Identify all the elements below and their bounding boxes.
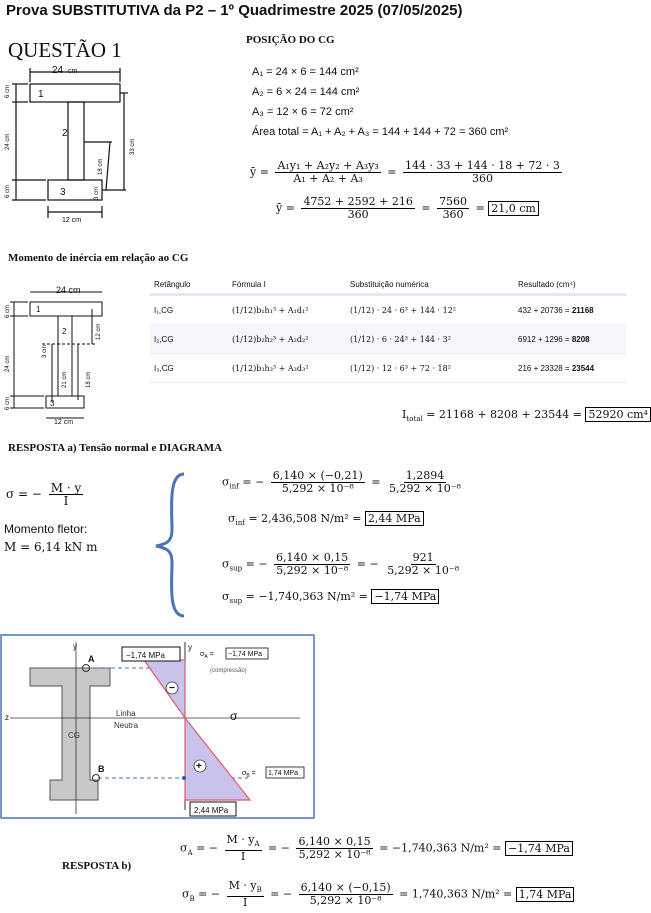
ybar-den: A₁ + A₂ + A₃ bbox=[293, 172, 363, 185]
b-a-num-sub: A bbox=[254, 840, 260, 849]
sigma-num: M · y bbox=[50, 481, 82, 495]
sigma-b-label: $\sigma_B$ = bbox=[242, 770, 256, 779]
ybar-frac2 bbox=[403, 160, 562, 185]
b-a-frac2 bbox=[296, 836, 372, 861]
inertia-title: Momento de inércia em relação ao CG bbox=[8, 252, 189, 264]
minus-sign: − bbox=[169, 683, 175, 694]
inf2-sub: inf bbox=[235, 519, 245, 528]
z-axis-label: z bbox=[5, 713, 9, 722]
sigma-inf-line2 bbox=[228, 512, 424, 527]
b-a-frac bbox=[225, 834, 262, 863]
row-rect: I₁,CG bbox=[150, 295, 228, 325]
sigma-formula bbox=[6, 482, 86, 507]
inertia-l3: 3 bbox=[50, 399, 55, 408]
ybar-result-line: ȳ = $\frac{4752 + 2592 + 216}{360}$ = $\frac{7560}{360}$ = 21,0 cm bbox=[276, 196, 539, 221]
inf1-den2: 5,292 × 10⁻⁸ bbox=[389, 482, 461, 495]
b-a-eq2: = − bbox=[268, 841, 290, 855]
ybar2-frac bbox=[301, 196, 414, 221]
b-a-sub: A bbox=[187, 848, 193, 857]
sup1-frac2 bbox=[385, 552, 461, 577]
neutral-line-1: Linha bbox=[116, 709, 136, 718]
sup1-lhs: σ bbox=[222, 557, 230, 571]
sup2-lhs: σ bbox=[222, 590, 230, 603]
dim-top-unit: cm bbox=[68, 68, 78, 75]
sigma-b-formula bbox=[182, 880, 574, 909]
inertia-d7: 18 cm bbox=[86, 371, 92, 388]
ybar-frac bbox=[275, 160, 380, 185]
moment-label: Momento fletor: bbox=[4, 522, 88, 536]
sigma-b-result: 1,74 MPa bbox=[516, 887, 575, 902]
ybar2-frac2 bbox=[437, 196, 469, 221]
y-axis-label: y bbox=[73, 642, 77, 651]
cg-a3: A₃ = 12 × 6 = 72 cm² bbox=[252, 106, 354, 118]
ybar2-num2: 7560 bbox=[439, 195, 468, 208]
moment-value: M = 6,14 kN m bbox=[4, 540, 98, 554]
b-b-num2: 6,140 × (−0,15) bbox=[300, 881, 391, 895]
inf1-lhs: σ bbox=[222, 475, 230, 489]
sigma-sup-line1 bbox=[222, 552, 464, 577]
b-a-eq3: = −1,740,363 N/m² = bbox=[379, 841, 505, 855]
inertia-d2: 24 cm bbox=[5, 355, 11, 372]
b-b-den2: 5,292 × 10⁻⁸ bbox=[309, 894, 382, 908]
point-a-label: A bbox=[88, 654, 95, 664]
y-axis-label-2: y bbox=[188, 643, 192, 652]
inf1-frac bbox=[271, 470, 365, 495]
label-1: 1 bbox=[38, 89, 44, 100]
b-b-num-main: M · y bbox=[228, 879, 257, 892]
answer-a-title: RESPOSTA a) Tensão normal e DIAGRAMA bbox=[8, 442, 223, 454]
row-subst: (1/12) · 24 · 6³ + 144 · 12² bbox=[346, 295, 514, 325]
inf1-num: 6,140 × (−0,21) bbox=[272, 469, 363, 482]
inertia-figure bbox=[0, 282, 140, 427]
web-rect bbox=[68, 102, 84, 180]
sigma-b-value: 1,74 MPa bbox=[268, 770, 298, 777]
sigma-sup-line2 bbox=[222, 590, 439, 605]
table-header-row bbox=[150, 276, 626, 295]
inertia-d8: 12 cm bbox=[54, 419, 74, 426]
cg-total: Área total = A₁ + A₂ + A₃ = 144 + 144 + 72 = 360 cm² bbox=[252, 126, 509, 138]
sigma-a-label: $\sigma_A$ = bbox=[200, 651, 214, 660]
col-header-result: Resultado (cm⁴) bbox=[514, 276, 626, 295]
row-rect: I₃,CG bbox=[150, 354, 228, 383]
label-2: 2 bbox=[62, 128, 68, 139]
b-a-lhs: σ bbox=[180, 841, 188, 855]
inertia-total-val: 52920 cm⁴ bbox=[585, 407, 651, 422]
inf1-eq: = − bbox=[238, 475, 265, 489]
inertia-d5: 3 cm bbox=[42, 344, 48, 358]
b-a-den: I bbox=[240, 850, 246, 864]
ybar-eq: = bbox=[387, 165, 397, 179]
b-a-num-main: M · y bbox=[226, 833, 255, 846]
inf1-num2: 1,2894 bbox=[405, 469, 445, 482]
sigma-inf-line1 bbox=[222, 470, 466, 495]
inertia-total-lhs: I bbox=[402, 408, 407, 421]
sup1-num: 6,140 × 0,15 bbox=[276, 551, 349, 564]
sup1-frac bbox=[274, 552, 350, 577]
row-result bbox=[514, 354, 626, 383]
label-3: 3 bbox=[60, 187, 66, 198]
b-b-frac2 bbox=[299, 882, 393, 907]
col-header-rect: Retângulo bbox=[150, 276, 228, 295]
row-result-pre: 432 + 20736 = bbox=[518, 305, 572, 315]
inertia-d1: 6 cm bbox=[5, 304, 11, 318]
ybar-num2: 144 · 33 + 144 · 18 + 72 · 3 bbox=[405, 159, 560, 172]
stress-diagram bbox=[0, 634, 316, 820]
dim-left1: 6 cm bbox=[5, 84, 11, 98]
sup1-eq: = − bbox=[242, 557, 268, 571]
table-row bbox=[150, 295, 626, 325]
b-b-eq3: = 1,740,363 N/m² = bbox=[399, 887, 516, 901]
point-b-label: B bbox=[98, 764, 105, 774]
ybar2-den: 360 bbox=[347, 208, 369, 221]
answer-b-title: RESPOSTA b) bbox=[62, 860, 132, 872]
ybar-num: A₁y₁ + A₂y₂ + A₃y₃ bbox=[277, 159, 379, 172]
b-b-num bbox=[227, 880, 264, 897]
sup1-den2: 5,292 × 10⁻⁸ bbox=[387, 564, 460, 577]
inertia-total-sub: total bbox=[406, 415, 423, 424]
sigma-inf-result: 2,44 MPa bbox=[365, 511, 424, 526]
curly-brace bbox=[150, 470, 190, 620]
inertia-d3: 6 cm bbox=[5, 396, 11, 410]
row-result-pre: 216 + 23328 = bbox=[518, 363, 572, 373]
ybar-formula bbox=[250, 160, 565, 185]
row-formula: (1/12)b₂h₂³ + A₂d₂² bbox=[228, 325, 346, 354]
b-a-eq: = − bbox=[192, 841, 219, 855]
table-row bbox=[150, 354, 626, 383]
inf1-den: 5,292 × 10⁻⁸ bbox=[281, 482, 354, 495]
sigma-den: I bbox=[63, 494, 69, 508]
ybar-lhs: ȳ = bbox=[250, 165, 269, 179]
cg-title: POSIÇÃO DO CG bbox=[246, 34, 335, 46]
row-result bbox=[514, 325, 626, 354]
col-header-subst: Substituição numérica bbox=[346, 276, 514, 295]
sigma-a-value: −1,74 MPa bbox=[228, 651, 263, 658]
cg-a2: A₂ = 6 × 24 = 144 cm² bbox=[252, 86, 360, 98]
b-a-den2: 5,292 × 10⁻⁸ bbox=[298, 848, 371, 862]
row-rect: I₂,CG bbox=[150, 325, 228, 354]
cg-label: CG bbox=[68, 731, 80, 740]
inf2-eq: = 2,436,508 N/m² = bbox=[244, 512, 365, 525]
sigma-a-result: −1,74 MPa bbox=[505, 841, 573, 856]
page-title: Prova SUBSTITUTIVA da P2 – 1º Quadrimestre 2025 (07/05/2025) bbox=[6, 2, 463, 19]
b-a-num bbox=[225, 834, 262, 851]
inertia-d4: 12 cm bbox=[96, 323, 102, 340]
sup1-num2: 921 bbox=[412, 551, 434, 564]
sigma-axis-label: σ bbox=[230, 709, 238, 723]
inf2-lhs: σ bbox=[228, 512, 236, 525]
inertia-l1: 1 bbox=[36, 305, 41, 314]
b-b-den: I bbox=[242, 896, 248, 910]
row-result-val: 8208 bbox=[571, 334, 590, 344]
row-result-pre: 6912 + 1296 = bbox=[518, 334, 572, 344]
cg-result: 21,0 cm bbox=[488, 201, 539, 216]
inertia-d6: 21 cm bbox=[62, 371, 68, 388]
compression-label: (compressão) bbox=[210, 668, 247, 674]
ybar-den2: 360 bbox=[471, 172, 493, 185]
b-b-num-sub: B bbox=[256, 886, 262, 895]
row-formula: (1/12)b₁h₁³ + A₁d₁² bbox=[228, 295, 346, 325]
inertia-table bbox=[150, 276, 626, 383]
dim-right-c: 3 cm bbox=[94, 186, 100, 200]
row-result-val: 21168 bbox=[571, 305, 594, 315]
sigma-frac bbox=[49, 482, 84, 507]
ybar2-lhs: ȳ = bbox=[276, 201, 295, 215]
sigma-a-formula bbox=[180, 834, 573, 863]
plus-sign: + bbox=[196, 761, 202, 772]
cg-a1: A₁ = 24 × 6 = 144 cm² bbox=[252, 66, 359, 78]
dim-left3: 6 cm bbox=[5, 184, 11, 198]
table-row bbox=[150, 325, 626, 354]
top-stress-box: −1,74 MPa bbox=[126, 651, 165, 660]
question-title: QUESTÃO 1 bbox=[8, 38, 122, 62]
dim-left2: 24 cm bbox=[5, 133, 11, 150]
inf1-sub: inf bbox=[229, 482, 239, 491]
dim-right-b: 33 cm bbox=[130, 138, 136, 155]
sup1-eq2: = − bbox=[356, 557, 379, 571]
t-section-figure bbox=[0, 60, 140, 225]
row-subst: (1/12) · 6 · 24³ + 144 · 3² bbox=[346, 325, 514, 354]
ybar2-den2: 360 bbox=[442, 208, 464, 221]
b-b-lhs: σ bbox=[182, 887, 190, 901]
row-result-val: 23544 bbox=[571, 363, 595, 373]
sup2-sub: sup bbox=[229, 597, 243, 606]
dim-bottom: 12 cm bbox=[62, 217, 82, 224]
sup1-den: 5,292 × 10⁻⁸ bbox=[276, 564, 349, 577]
inf1-eq2: = bbox=[371, 475, 385, 489]
ybar2-num: 4752 + 2592 + 216 bbox=[303, 195, 413, 208]
row-subst: (1/12) · 12 · 6³ + 72 · 18² bbox=[346, 354, 514, 383]
dim-right-a: 18 cm bbox=[98, 158, 104, 175]
sup1-sub: sup bbox=[229, 564, 243, 573]
inertia-table-wrap bbox=[150, 276, 628, 383]
inertia-total bbox=[402, 408, 651, 423]
sigma-sup-result: −1,74 MPa bbox=[371, 589, 439, 604]
b-b-sub: B bbox=[189, 894, 195, 903]
inertia-l2: 2 bbox=[62, 327, 67, 336]
row-formula: (1/12)b₃h₃³ + A₃d₃² bbox=[228, 354, 346, 383]
inertia-dim-top: 24 cm bbox=[56, 285, 81, 295]
inf1-frac2 bbox=[387, 470, 463, 495]
b-b-eq2: = − bbox=[270, 887, 293, 901]
inertia-total-eq: = 21168 + 8208 + 23544 = bbox=[422, 408, 586, 421]
b-a-num2: 6,140 × 0,15 bbox=[298, 835, 371, 849]
dim-top: 24 bbox=[52, 65, 64, 76]
b-b-frac bbox=[227, 880, 264, 909]
b-b-eq: = − bbox=[194, 887, 221, 901]
col-header-formula: Fórmula I bbox=[228, 276, 346, 295]
row-result bbox=[514, 295, 626, 325]
bottom-stress-box: 2,44 MPa bbox=[194, 806, 229, 815]
sup2-eq: = −1,740,363 N/m² = bbox=[242, 590, 372, 603]
sigma-lhs: σ = − bbox=[6, 487, 42, 501]
neutral-line-2: Neutra bbox=[114, 721, 139, 730]
